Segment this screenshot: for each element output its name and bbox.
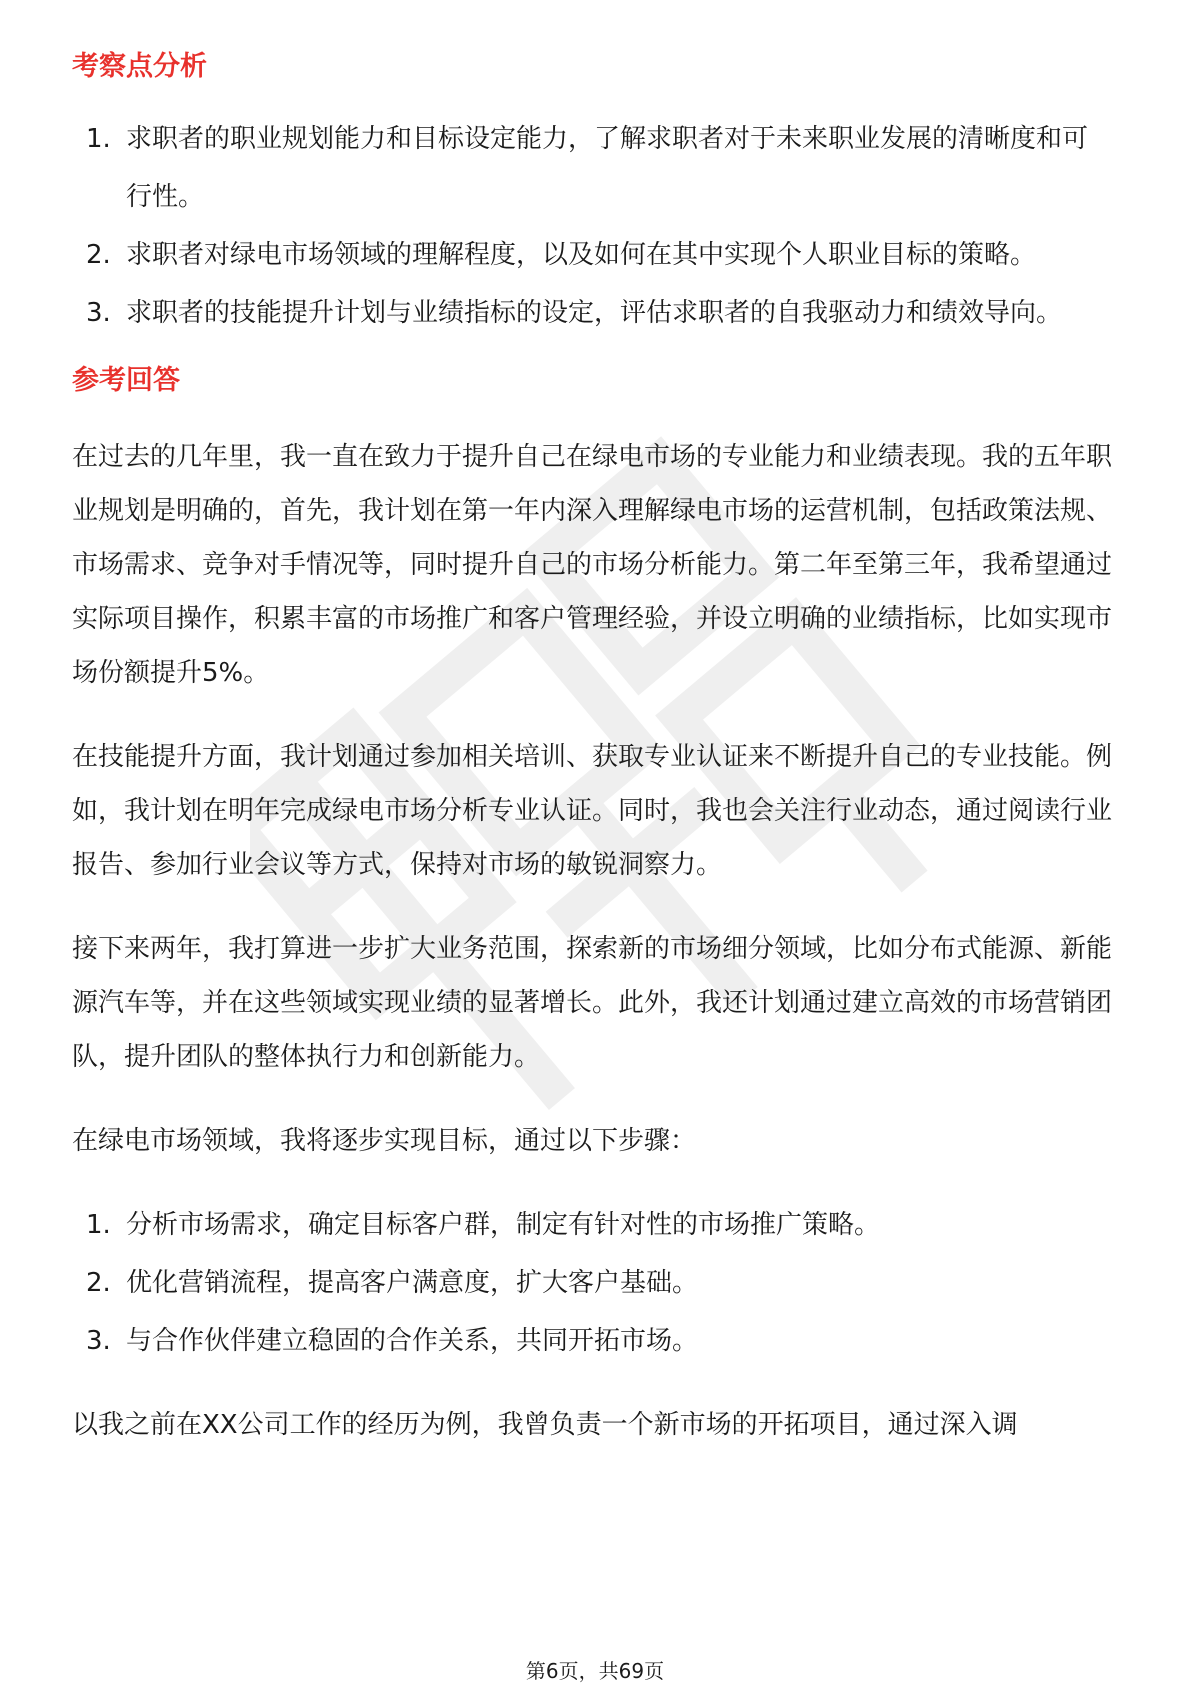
list-item-text: 求职者的技能提升计划与业绩指标的设定，评估求职者的自我驱动力和绩效导向。 [126,298,1063,328]
section-heading-analysis: 考察点分析 [72,51,207,82]
list-item-number: 1. [86,124,111,154]
list-item-text: 分析市场需求，确定目标客户群，制定有针对性的市场推广策略。 [126,1210,881,1240]
list-item [72,284,1122,342]
answer-paragraph: 在过去的几年里，我一直在致力于提升自己在绿电市场的专业能力和业绩表现。我的五年职业规划是明确的，首先，我计划在第一年内深入理解绿电市场的运营机制，包括政策法规、市场需求、竞争对手情况等，同时提升自己的市场分析能力。第二年至第三年，我希望通过实际项目操作，积累丰富的市场推广和客户管理经验，并设立明确的业绩指标，比如实现市场份额提升5%。 [72,442,1113,688]
answer-paragraph: 在技能提升方面，我计划通过参加相关培训、获取专业认证来不断提升自己的专业技能。例如，我计划在明年完成绿电市场分析专业认证。同时，我也会关注行业动态，通过阅读行业报告、参加行业会议等方式，保持对市场的敏锐洞察力。 [72,742,1113,880]
answer-paragraph: 接下来两年，我打算进一步扩大业务范围，探索新的市场细分领域，比如分布式能源、新能源汽车等，并在这些领域实现业绩的显著增长。此外，我还计划通过建立高效的市场营销团队，提升团队的整体执行力和创新能力。 [72,934,1113,1072]
list-item-number: 2. [86,240,111,270]
document-body [72,40,1122,1452]
list-item-number: 2. [86,1268,111,1298]
list-item-number: 1. [86,1210,111,1240]
list-item-text: 求职者对绿电市场领域的理解程度，以及如何在其中实现个人职业目标的策略。 [126,240,1037,270]
list-item [72,110,1122,226]
page-number: 第6页，共69页 [525,1659,665,1683]
list-item-text: 优化营销流程，提高客户满意度，扩大客户基础。 [126,1268,699,1298]
answer-paragraph: 在绿电市场领域，我将逐步实现目标，通过以下步骤： [72,1126,697,1156]
list-item [72,226,1122,284]
answer-closing-paragraph: 以我之前在XX公司工作的经历为例，我曾负责一个新市场的开拓项目，通过深入调 [72,1410,1018,1440]
analysis-list [72,110,1122,342]
list-item [72,1196,1122,1254]
list-item-text: 求职者的职业规划能力和目标设定能力，了解求职者对于未来职业发展的清晰度和可行性。 [126,124,1089,212]
list-item [72,1254,1122,1312]
list-item [72,1312,1122,1370]
list-item-number: 3. [86,1326,111,1356]
list-item-text: 与合作伙伴建立稳固的合作关系，共同开拓市场。 [126,1326,699,1356]
steps-list [72,1196,1122,1370]
section-heading-answer: 参考回答 [72,365,180,396]
list-item-number: 3. [86,298,111,328]
